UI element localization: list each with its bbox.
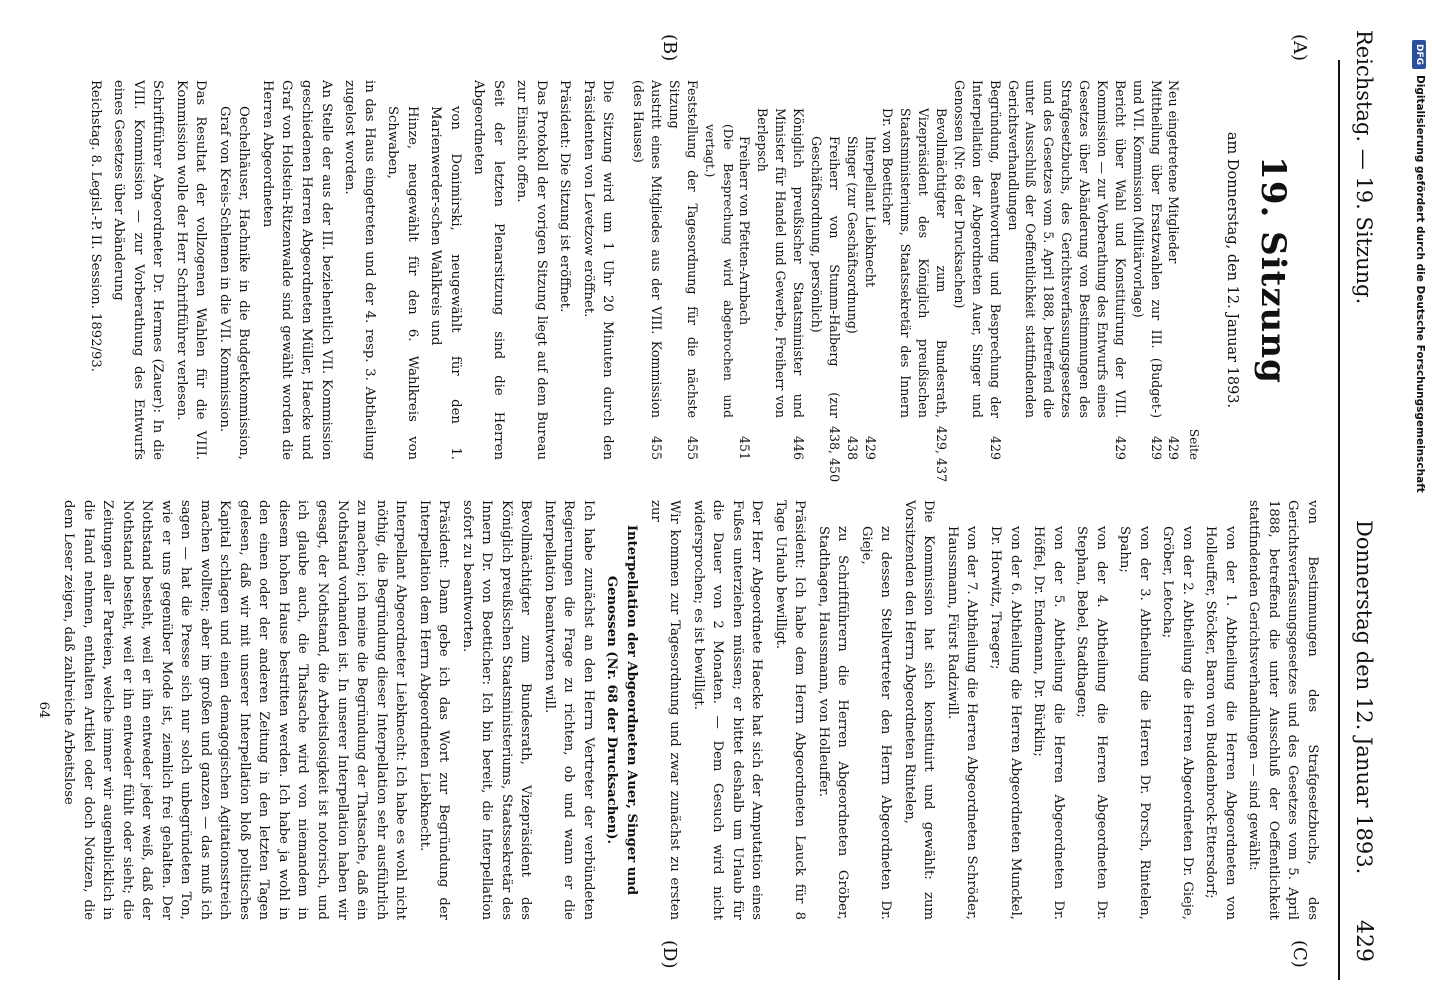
header-left: Reichstag. — 19. Sitzung. <box>1352 30 1376 305</box>
toc-row <box>807 80 843 483</box>
toc-row <box>736 80 754 460</box>
paragraph: Seit der letzten Plenarsitzung sind die Herren Abgeordneten <box>471 80 506 460</box>
paragraph: Schriftführer Abgeordneter Dr. Hermes (Zauer): In die VIII. Kommission — zur Vorberathung des Entwurfs eines Gesetzes über Abänderung <box>111 80 166 460</box>
toc-row <box>1004 80 1129 460</box>
paragraph: Oechelhäuser, Hachnike in die Budgetkommission, Graf von Kreis-Schlemen in die VII. Kommission. <box>216 106 252 460</box>
paragraph: von der 4. Abtheilung die Herren Abgeordneten Dr. Stephan, Bebel, Stadthagen; <box>1074 526 1109 920</box>
margin-mark-b: (B) <box>659 34 680 62</box>
left-column <box>81 80 1322 483</box>
toc-entry-page: 438, 450 <box>826 426 842 483</box>
toc-entry-page: 451 <box>737 435 753 460</box>
paragraph: von der 3. Abtheilung die Herren Dr. Porsch, Rintelen, Spahn; <box>1117 526 1152 920</box>
toc-entry-text: Bevollmächtigter zum Bundesrath, Vizepräsident des Königlich preußischen Staatsministeriums, Staatssekretär des Innern Dr. von Boetticher <box>880 108 950 418</box>
paragraph: zu Schriftführern die Herren Abgeordneten Gröber, Stadthagen, Haussmann, von Holleuffer. <box>815 526 851 920</box>
right-column <box>33 500 1322 920</box>
paragraph: Interpellant Abgeordneter Liebknecht: Ich habe es wohl nicht nöthig, die Begründung dieser Interpellation sehr ausführlich zu machen; ich meine die Begründung der Thatsache, daß ein Nothstand vorhanden ist. In unserer Interpellation haben wir gesagt, der Nothstand, die Arbeitslosigkeit ist notorisch, und ich glaube auch, die Thatsache wird von niemandem in diesem hohen Hause bestritten werden. Ich habe ja wohl in den einen oder der anderen Zeitung in den letzten Tagen gelesen, daß wir mit unserer Interpellation bloß politisches Kapital schlagen und einen demagogischen Agitationsstreich machen wollten; aber im großen und ganzen — das muß ich sagen — hat die Presse sich nur solch unbegründeten Ton, wie er uns gegenüber Mode ist, ziemlich frei gehalten. Der Nothstand besteht, weil er ihn entweder jeder weiß, daß der Nothstand besteht, weil er ihn entweder fühlt oder sieht; die Zeitungen aller Parteien, welche immer wir augenblicklich in die Hand nehmen, enthalten Artikel oder doch Notizen, die dem Leser zeigen, daß zahlreiche Arbeitslose <box>61 500 409 920</box>
paragraph: von Donimirski, neugewählt für den 1. Marienwerder-schen Wahlkreis und <box>428 106 463 460</box>
toc-row <box>861 80 879 460</box>
toc-entry-page: 429 <box>1112 435 1128 460</box>
toc-entry-page: 429 <box>987 435 1003 460</box>
toc-entry-text: Austritt eines Mitgliedes aus der VIII. Kommission (des Hauses) <box>631 80 665 418</box>
toc-entry-text: Interpellant Liebknecht <box>862 136 878 288</box>
toc-row <box>753 80 807 460</box>
table-of-contents <box>629 80 1182 483</box>
paragraph: Präsident: Dann gebe ich das Wort zur Begründung der Interpellation dem Herrn Abgeordneten Liebknecht. <box>416 500 452 920</box>
paragraph: Präsident: Ich habe dem Herrn Abgeordneten Lauck für 8 Tage Urlaub bewilligt. <box>772 500 808 920</box>
paragraph: Die Sitzung wird um 1 Uhr 20 Minuten durch den Präsidenten von Levetzow eröffnet. <box>580 80 616 460</box>
toc-entry-page: 455 <box>684 435 700 460</box>
toc-entry-text: Freiherr von Pfetten-Arnbach <box>737 136 753 326</box>
paragraph: von der 7. Abtheilung die Herren Abgeordneten Schröder, Haussmann, Fürst Radziwill. <box>944 526 980 920</box>
toc-entry-page: 455 <box>649 435 665 460</box>
toc-entry-text: Singer (zur Geschäftsordnung) <box>844 136 860 334</box>
dfg-notice-text: Digitalisierung gefördert durch die Deutsche Forschungsgemeinschaft <box>1414 75 1426 493</box>
toc-entry-page: 429 <box>1166 435 1182 460</box>
session-subtitle: am Donnerstag, den 12. Januar 1893. <box>1223 131 1240 409</box>
page-header <box>1330 0 1390 1000</box>
page-number: 429 <box>1351 920 1376 962</box>
dfg-notice <box>1408 0 1432 1000</box>
toc-entry-text: Feststellung der Tagesordnung für die nächste Sitzung <box>667 80 700 418</box>
paragraph: Die Kommission hat sich konstituirt und gewählt: zum Vorsitzenden den Herrn Abgeordneten Rintelen, <box>901 500 937 920</box>
paragraph: von der 5. Abtheilung die Herren Abgeordneten Dr. Höffel, Dr. Endemann, Dr. Bürklin; <box>1031 526 1066 920</box>
margin-mark-a: (A) <box>1289 34 1310 62</box>
dfg-badge: DFG <box>1412 40 1426 69</box>
margin-mark-c: (C) <box>1289 940 1310 968</box>
toc-entry-text: Neu eingetretene Mitglieder <box>1166 80 1182 264</box>
paragraph: von der 2. Abtheilung die Herren Abgeordneten Dr. Gieje, Gröber, Letocha; <box>1160 526 1195 920</box>
paragraph: Ich habe zunächst an den Herrn Vertreter der verbündeten Regierungen die Frage zu richten, ob und wann er die Interpellation beantworten will. <box>541 500 596 920</box>
margin-mark-d: (D) <box>659 940 680 969</box>
toc-row <box>1129 80 1165 460</box>
paragraph: Hinze, neugewählt für den 6. Wahlkreis von Schwaben, <box>385 106 420 460</box>
toc-page-label: Seite <box>1187 428 1202 460</box>
toc-entry-page: 446 <box>791 435 807 460</box>
toc-row <box>879 80 951 483</box>
paragraph: Interpellation der Abgeordneten Auer, Singer und Genossen (Nr. 68 der Drucksachen). <box>604 524 639 896</box>
paragraph: Reichstag. 8. Legisl.-P. II. Session. 1892/93. <box>87 80 103 372</box>
paragraph: Bevollmächtigter zum Bundesrath, Vizepräsident des Königlich preußischen Staatsministeriums, Staatssekretär des Innern Dr. von Boetticher: Ich bin bereit, die Interpellation sofort zu beantworten. <box>459 500 534 920</box>
paragraph: zu dessen Stellvertreter den Herrn Abgeordneten Dr. Gieje, <box>858 526 894 920</box>
toc-row <box>950 80 1004 460</box>
paragraph: von Bestimmungen des Strafgesetzbuchs, des Gerichtsverfassungsgesetzes und des Gesetzes vom 5. April 1888, betreffend die unter Ausschluß der Oeffentlichkeit stattfindenden Gerichtsverhandlungen — sind gewählt: <box>1246 500 1320 920</box>
paragraph: Das Resultat der vollzogenen Wahlen für die VIII. Kommission wolle der Herr Schriftführer verlesen. <box>173 80 209 460</box>
right-paragraphs <box>59 500 1322 920</box>
toc-entry-text: Mittheilung über Ersatzwahlen zur III. (Budget-) und VII. Kommission (Militärvorlage) <box>1130 80 1164 418</box>
paragraph: von der 1. Abtheilung die Herren Abgeordneten von Holleuffer, Stöcker, Baron von Buddenbrock-Ettersdorf; <box>1203 526 1238 920</box>
paragraph: Präsident: Die Sitzung ist eröffnet. <box>557 80 573 313</box>
toc-entry-page: 429, 437 <box>934 426 950 483</box>
toc-row <box>629 80 665 460</box>
toc-entry-page: 438 <box>844 435 860 460</box>
toc-row <box>701 80 736 460</box>
toc-entry-page: 429 <box>1148 435 1164 460</box>
toc-entry-text: Freiherr von Stumm-Halberg (zur Geschäftsordnung, persönlich) <box>808 136 842 418</box>
session-title: 19. Sitzung <box>1253 156 1293 384</box>
signature-mark: 64 <box>35 701 51 719</box>
paragraph: Wir kommen zur Tagesordnung und zwar zunächst zu ersten zur <box>647 500 683 920</box>
paragraph: in das Haus eingetreten und der 4. resp. 3. Abtheilung zugelost worden. <box>342 80 377 460</box>
toc-entry-text: Begründung, Beantwortung und Besprechung der Interpellation der Abgeordneten Auer, Singer und Genossen (Nr. 68 der Drucksachen) <box>951 80 1003 418</box>
toc-entry-text: Königlich preußischer Staatsminister und Minister für Handel und Gewerbe, Freiherr von Berlepsch <box>755 108 807 418</box>
paragraph: An Stelle der aus der III. beziehentlich VII. Kommission geschiedenen Herren Abgeordneten Müller, Haecke und Graf von Holstein-Ritzenwalde sind gewählt worden die Herren Abgeordneten <box>259 80 334 460</box>
left-paragraphs <box>85 80 617 460</box>
paragraph: Das Protokoll der vorigen Sitzung liegt auf dem Bureau zur Einsicht offen. <box>514 80 549 460</box>
header-rule <box>1338 60 1340 980</box>
toc-entry-text: Bericht über Wahl und Konstituirung der VIII. Kommission — zur Vorberathung des Entwurfs eines Gesetzes über Abänderung von Bestimmungen des Strafgesetzbuchs, des Gerichtsverfassungsgesetzes und des Gesetzes vom 5. April 1888, betreffend die unter Ausschluß der Oeffentlichkeit stattfindenden Gerichtsverhandlungen <box>1005 80 1128 418</box>
header-date: Donnerstag den 12. Januar 1893. <box>1352 520 1376 875</box>
toc-entry-text: (Die Besprechung wird abgebrochen und vertagt.) <box>703 124 735 418</box>
dfg-sidebar <box>1408 0 1432 1000</box>
toc-row <box>1165 80 1183 460</box>
paragraph: Der Herr Abgeordnete Haecke hat sich der Amputation eines Fußes unterziehen müssen; er bittet deshalb um Urlaub für die Dauer von 2 Monaten. — Dem Gesuch wird nicht widersprochen; es ist bewilligt. <box>690 500 765 920</box>
toc-row <box>665 80 701 460</box>
toc-entry-page: 429 <box>862 435 878 460</box>
toc-row <box>843 80 861 460</box>
paragraph: von der 6. Abtheilung die Herren Abgeordneten Munckel, Dr. Horwitz, Traeger; <box>988 526 1023 920</box>
